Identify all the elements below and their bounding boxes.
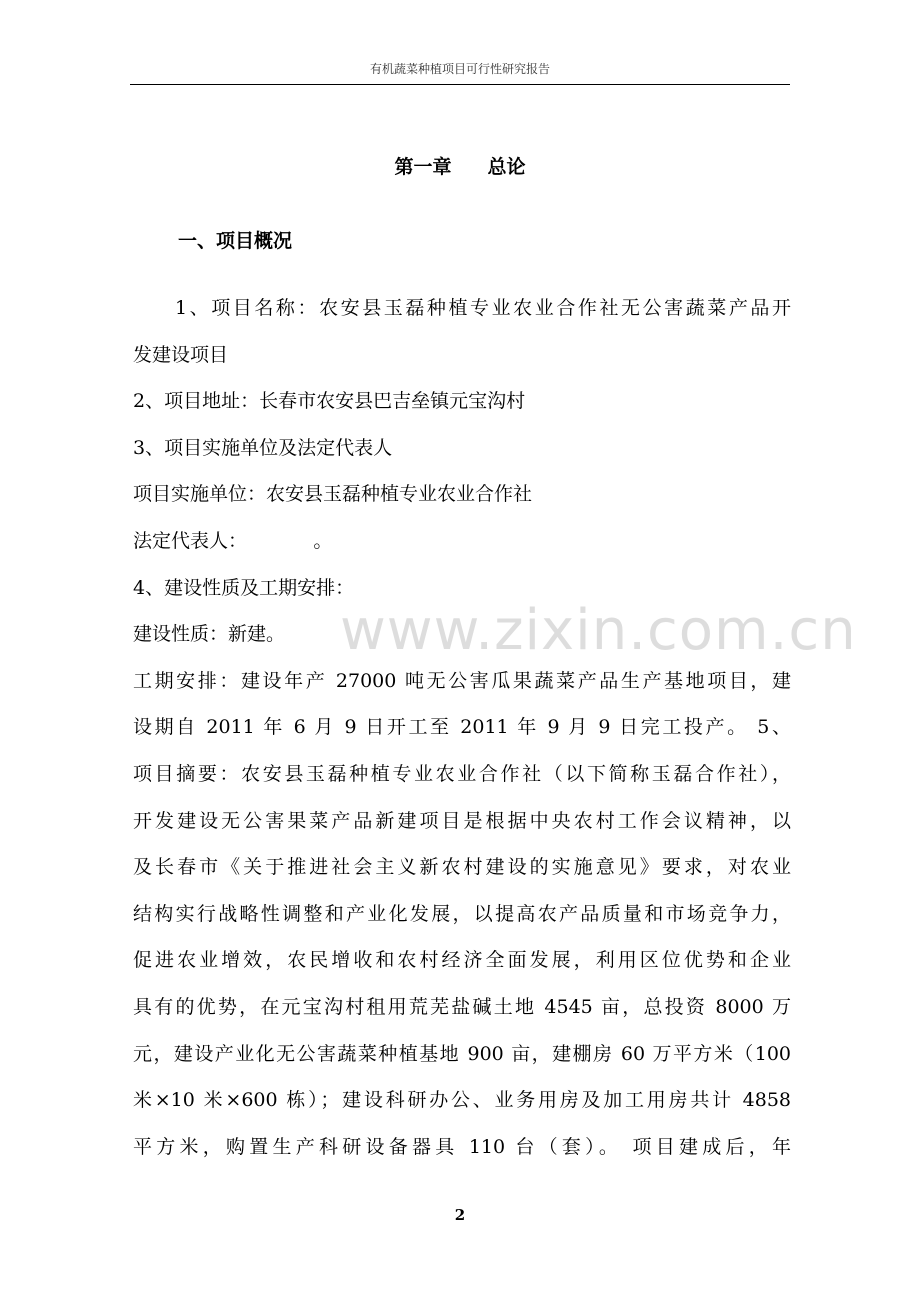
page-number: 2 [454, 1206, 466, 1224]
paragraph-line: 结构实行战略性调整和产业化发展，以提高农产品质量和市场竞争力， [133, 902, 791, 925]
watermark: www.zixin.com.cn [340, 598, 857, 663]
paragraph-line: 建设性质：新建。 [133, 623, 286, 646]
body-text [133, 285, 791, 1170]
paragraph-line: 1、项目名称：农安县玉磊种植专业农业合作社无公害蔬菜产品开 [175, 297, 791, 319]
paragraph-line: 平方米，购置生产科研设备器具 110 台（套）。 项目建成后，年 [133, 1135, 791, 1158]
paragraph-line: 4、建设性质及工期安排： [133, 576, 355, 599]
paragraph-line: 法定代表人： 。 [133, 529, 333, 552]
paragraph-line: 具有的优势，在元宝沟村租用荒芜盐碱土地 4545 亩，总投资 8000 万 [133, 995, 791, 1018]
paragraph-line: 项目实施单位：农安县玉磊种植专业农业合作社 [133, 483, 533, 506]
paragraph-line: 工期安排：建设年产 27000 吨无公害瓜果蔬菜产品生产基地项目，建 [133, 669, 791, 692]
paragraph-line: 米×10 米×600 栋）；建设科研办公、业务用房及加工用房共计 4858 [133, 1089, 791, 1112]
header-rule [130, 84, 790, 85]
paragraph-line: 项目摘要：农安县玉磊种植专业农业合作社（以下简称玉磊合作社）， [133, 762, 791, 785]
chapter-title: 总论 [487, 156, 526, 178]
paragraph-line: 元，建设产业化无公害蔬菜种植基地 900 亩，建棚房 60 万平方米（100 [133, 1042, 791, 1065]
paragraph-line: 设期自 2011 年 6 月 9 日开工至 2011 年 9 月 9 日完工投产。 5、 [133, 716, 791, 739]
running-header: 有机蔬菜种植项目可行性研究报告 [369, 62, 550, 76]
paragraph-line: 2、项目地址：长春市农安县巴吉垒镇元宝沟村 [133, 390, 526, 413]
chapter-heading [130, 152, 790, 179]
chapter-label: 第一章 [394, 156, 452, 178]
section-heading: 一、项目概况 [178, 230, 293, 252]
paragraph-line: 促进农业增效，农民增收和农村经济全面发展，利用区位优势和企业 [133, 949, 791, 972]
paragraph-line: 及长春市《关于推进社会主义新农村建设的实施意见》要求，对农业 [133, 856, 791, 879]
paragraph-line: 开发建设无公害果菜产品新建项目是根据中央农村工作会议精神，以 [133, 809, 791, 832]
paragraph-line: 发建设项目 [133, 343, 229, 366]
paragraph-line: 3、项目实施单位及法定代表人 [133, 436, 393, 459]
